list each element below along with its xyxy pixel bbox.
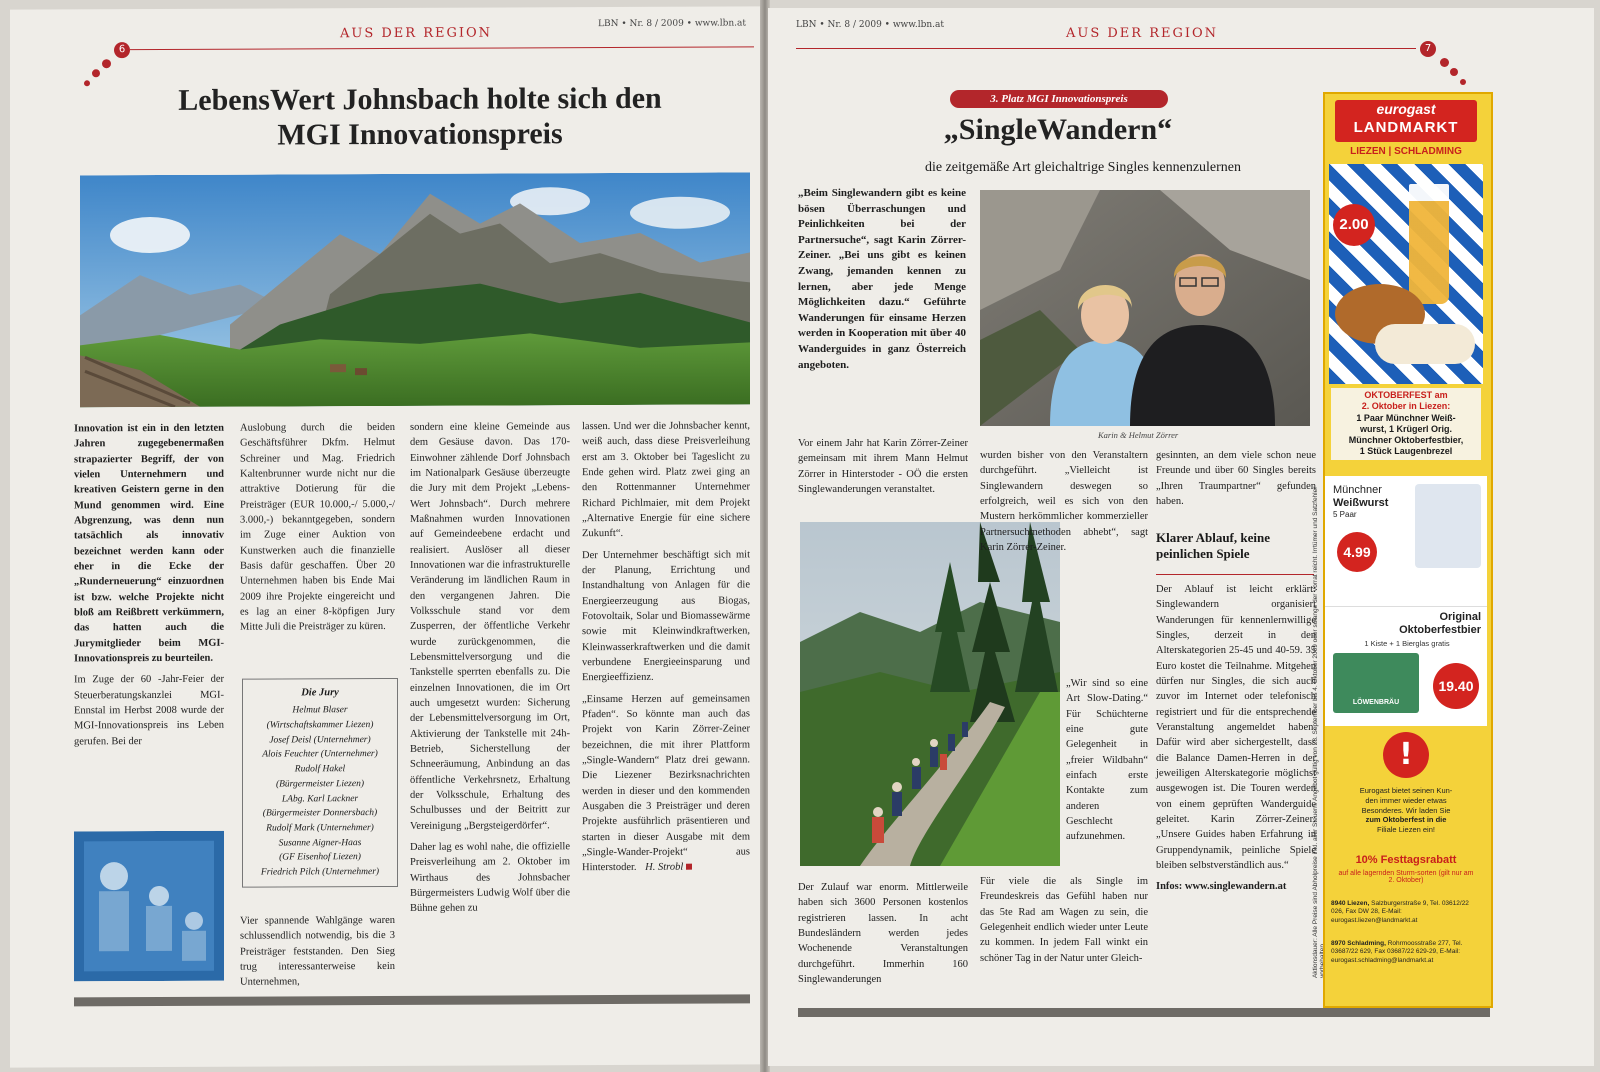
mountain-photo-image: [80, 172, 750, 407]
decor-dot: [1450, 68, 1458, 76]
text-column-2b: [1066, 676, 1148, 851]
header-rule: [796, 48, 1416, 49]
jury-member: (Wirtschaftskammer Liezen): [266, 720, 374, 731]
right-page: [768, 8, 1594, 1066]
offer-line: 1 Paar Münchner Weiß-: [1356, 412, 1456, 423]
exclamation-icon: !: [1383, 732, 1429, 778]
lead-paragraph: Innovation ist ein in den letzten Jahren zugegebenermaßen strapazierter Begriff, der von vielen Unternehmern und kreativen Geistern gerne in den Mund genommen wird. Eine Abgrenzung, was denn nun tatsächlich als innovativ bezeichnet werden kann oder eher in die Ecke der „Runderneuerung“ einzuordnen ist bzw. welche Projekte nicht bloß am Reißbrett verkümmern, das hatten auch die Jurymitglieder beim MGI-Innovationspreis zu beurteilen.: [74, 422, 224, 665]
subhead-rule: [1156, 574, 1314, 575]
jury-member: (Bürgermeister Donnersbach): [262, 808, 378, 819]
invite-text: [1329, 786, 1483, 835]
jury-member: (GF Eisenhof Liezen): [279, 852, 361, 863]
paragraph: „Einsame Herzen auf gemeinsamen Pfaden“. So könnte man auch das Projekt von Karin Zörrer-Zeiner bezeichnen, die mit ihrer Plattform „Single-Wandern“ Platz drei gewann. Die Liezener Bezirksnachrichten werden in dieser und den kommenden Ausgaben die 3 Preisträger und deren Projekte ausführlich präsentieren und starten in dieser Ausgabe mit dem „Single-Wander-Projekt“ aus Hinterstoder.: [582, 692, 750, 874]
award-badge: 3. Platz MGI Innovationspreis: [950, 90, 1168, 108]
text-column-1: [798, 436, 968, 503]
paragraph: Der Ablauf ist leicht erklärt: Singlewandern organisiert Wanderungen für kennenlernwillige Singles, derzeit in den Alterskategorien 25-45 und 40-59. 35 Euro kostet die Teilnahme. Mitgehen dürfen nur Singles, die sich auch zuvor im Internet oder telefonisch registriert und für die entsprechende Veranstaltung angemeldet haben. Dafür wird aber sichergestellt, dass die Balance Damen-Herren in der jeweiligen Alterskategorie möglichst ausgewogen ist. Die Touren werden von einem geprüften Wanderguide geleitet. Karin Zörrer-Zeiner: „Unsere Guides haben Erfahrung in Gruppendynamik, peinliche Spiele bleiben selbstverständlich aus.“: [1156, 584, 1316, 871]
running-head: LBN • Nr. 8 / 2009 • www.lbn.at: [598, 18, 747, 30]
paragraph: gesinnten, an dem viele schon neue Freunde und über 60 Singles bereits „Ihren Traumpartner“ gefunden haben.: [1156, 450, 1316, 507]
price-badge: 2.00: [1333, 204, 1375, 246]
ad-legal-note: Aktionsdauer: Alle Preise sind Abholpreise inkl. aller Steuern. Angebot gültig von 28. September bis 4. Oktober 2009 oder solange der Vorrat reicht. Irrtümer und Satzfehler: [1312, 486, 1319, 978]
item-name: Weißwurst: [1333, 497, 1389, 510]
footer-bar: [798, 1008, 1490, 1017]
footer-bar: [74, 994, 750, 1006]
running-head: LBN • Nr. 8 / 2009 • www.lbn.at: [796, 20, 945, 30]
jury-member: Friedrich Pilch (Unternehmer): [260, 867, 380, 878]
address-title: 8970 Schladming,: [1331, 940, 1386, 947]
offer-line: OKTOBERFEST am: [1364, 390, 1448, 400]
discount-note: auf alle lagernden Sturm-sorten (gilt nur am 2. Oktober): [1338, 870, 1474, 884]
text-column-2: [980, 448, 1148, 561]
text-column-3: [1156, 448, 1316, 515]
invite-line: den immer wieder etwas: [1365, 795, 1447, 805]
offer-line: 1 Stück Laugenbrezel: [1359, 446, 1453, 457]
invite-line: Filiale Liezen ein!: [1377, 825, 1435, 834]
beer-panel: [1325, 606, 1487, 727]
trophy-photo: [74, 831, 224, 982]
weisswurst-panel: [1325, 476, 1487, 606]
decor-dot: [102, 59, 111, 68]
item-name: Münchner: [1333, 484, 1382, 496]
address-liezen: [1331, 900, 1481, 925]
item-name: Oktoberfestbier: [1399, 623, 1481, 636]
jury-member: Susanne Aigner-Haas: [278, 837, 362, 849]
jury-member: (Bürgermeister Liezen): [275, 778, 365, 790]
paragraph: Daher lag es wohl nahe, die offizielle Preisverleihung am 2. Oktober im Wirthaus des Johnsbacher Bürgermeisters Ludwig Wolf über die Bühne gehen zu: [410, 841, 570, 915]
eurogast-ad: [1323, 92, 1493, 1008]
text-column-2c: [980, 874, 1148, 972]
item-name: Original: [1439, 611, 1481, 623]
trophy-image: [74, 831, 224, 982]
paragraph: lassen. Und wer die Johnsbacher kennt, weiß auch, dass diese Preisverleihung erst am 3. Oktober bei Tageslicht zu Ende gehen wird. Platz zwei ging an den Rottenmanner Unternehmer Richard Pichlmaier, mit dem Projekt „Alternative Energie für eine sichere Zukunft“.: [582, 420, 750, 540]
jury-member: Helmut Blaser: [292, 705, 348, 716]
beer-glass-icon: [1409, 184, 1449, 304]
paragraph: Vor einem Jahr hat Karin Zörrer-Zeiner gemeinsam mit ihrem Mann Helmut Zörrer in Hinterstoder - OÖ die ersten Singlewanderungen veranstaltet.: [798, 438, 968, 495]
weisswurst-title: [1333, 484, 1388, 520]
header-rule: [130, 46, 754, 50]
ad-brand2: LANDMARKT: [1353, 119, 1459, 136]
offer-line: 2. Oktober in Liezen:: [1361, 401, 1451, 412]
jury-member: Alois Feuchter (Unternehmer): [262, 749, 378, 760]
lead-column: [798, 186, 966, 379]
beer-crate-icon: LÖWENBRÄU: [1333, 653, 1419, 713]
couple-image: [980, 190, 1310, 426]
jury-member: Rudolf Mark (Unternehmer): [266, 823, 374, 834]
hiking-photo: [800, 522, 1060, 866]
text-column-3b: [1156, 582, 1316, 901]
subhead: Klarer Ablauf, keine peinlichen Spiele: [1156, 530, 1270, 562]
ad-logo: [1335, 100, 1477, 142]
text-column-1b: [798, 880, 968, 993]
paragraph: Für viele die als Single im Freundeskreis das Gefühl haben nur das 5te Rad am Wagen zu sein, die Gelegenheit endlich wieder unter Leute zu kommen. In jedem Fall winkt ein schöner Tag in der Natur unter Gleich-: [980, 876, 1148, 964]
ad-locations: LIEZEN | SCHLADMING: [1350, 146, 1462, 157]
hiking-image: [800, 522, 1060, 866]
headline-line2: MGI Innovationspreis: [277, 117, 563, 152]
decor-dot: [1460, 79, 1466, 85]
discount-title: 10% Festtagsrabatt: [1355, 854, 1457, 866]
price-badge: 4.99: [1337, 532, 1377, 572]
page-number: 7: [1420, 41, 1436, 57]
paragraph: Der Zulauf war enorm. Mittlerweile haben sich 3600 Personen kostenlos registrieren lassen. In acht Bundesländern werden jedes Wochenende Veranstaltungen durchgeführt. Immerhin 160 Singlewanderungen: [798, 882, 968, 985]
paragraph: wurden bisher von den Veranstaltern durchgeführt. „Vielleicht ist Singlewandern deswegen so erfolgreich, weil es sich von den Mustern herkömmlicher kommerzieller Partnersuchmethoden abhebt“, sagt Karin Zörrer-Zeiner.: [980, 450, 1148, 553]
invite-line: Besonderes. Wir laden Sie: [1361, 805, 1451, 815]
paragraph: sondern eine kleine Gemeinde aus dem Gesäuse davon. Das 170-Einwohner zählende Dorf Johnsbach im Nationalpark Gesäuse überzeugte die Jury mit dem Projekt „Lebens-Wert Johnsbach“. Durch mehrere Maßnahmen wurden Innovationen auf Gemeindeebene erdacht und realisiert. Auslöser all dieser Innovationen war die infrastrukturelle Veränderung im ländlichen Raum in den vergangenen Jahren. Die Volksschule stand vor dem Zusperren, der öffentliche Verkehr wurde zurückgenommen, die Lebensmittelversorgung und die Tankstelle sperrten ebenfalls zu. Die einzelnen Innovationen, die im Ort auch umgesetzt wurden: Sicherung der Lebensmittelversorgung im Ort, Aktivierung der Tankstelle mit 24h-Betrieb, Sicherstellung der Schneeräumung, Anbindung an das öffentliche Verkehrsnetz, Erhaltung der Volksschule, Erhaltung des Schulbusses und der Beitritt zur Vereinigung „Bergsteigerdörfer“.: [410, 421, 570, 832]
paragraph: Im Zuge der 60 -Jahr-Feier der Steuerberatungskanzlei MGI-Ennstal im Herbst 2008 wurde der MGI-Innovationspreis ins Leben gerufen. Bei der: [74, 673, 224, 747]
address-title: 8940 Liezen,: [1331, 900, 1370, 907]
sausage-pack-icon: [1415, 484, 1481, 568]
paragraph: „Wir sind so eine Art Slow-Dating.“ Für Schüchterne eine gute Gelegenheit in „freier Wildbahn“ einfach erste Kontakte zum anderen Geschlecht aufzunehmen.: [1066, 678, 1148, 843]
text-column-3: [410, 419, 570, 922]
ad-brand: eurogast: [1376, 101, 1436, 117]
headline: [90, 80, 750, 154]
headline: „SingleWandern“: [943, 113, 1173, 146]
sausage-icon: [1375, 324, 1475, 364]
paragraph: Vier spannende Wahlgänge waren schlussendlich notwendig, bis die 3 Preisträger feststanden. Den Sieg trug interessanterweise kein Unternehmen,: [240, 914, 395, 988]
headline-line1: LebensWert Johnsbach holte sich den: [178, 81, 662, 117]
photo-caption: Karin & Helmut Zörrer: [1098, 430, 1179, 440]
paragraph: Der Unternehmer beschäftigt sich mit der Planung, Errichtung und Instandhaltung von Anlagen für die Energieerzeugung aus Biogas, Fotovoltaik, Solar und Biomassewärme sowie mit Kleinwindkraftwerken, Kleinwasserkraftwerken und die damit verbundene Energieeinsparung und Energieeffizienz.: [582, 549, 750, 684]
couple-photo: [980, 190, 1310, 426]
left-page: [10, 6, 762, 1067]
mountain-photo: [80, 172, 750, 407]
invite-line: zum Oktoberfest in die: [1365, 815, 1447, 825]
jury-member: Rudolf Hakel: [294, 764, 346, 775]
address-text: Salzburgerstraße 9, Tel. 03612/22 026, Fax DW 28, E-Mail: eurogast.liezen@landmarkt.at: [1331, 900, 1469, 924]
offer-line: wurst, 1 Krügerl Orig.: [1359, 423, 1453, 434]
address-schladming: [1331, 940, 1481, 965]
offer-line: Münchner Oktoberfestbier,: [1348, 435, 1464, 445]
section-label: AUS DER REGION: [340, 25, 493, 42]
address-text: Rohrmoosstraße 277, Tel. 03687/22 629, Fax 03687/22 629-29, E-Mail: eurogast.schladming@landmarkt.at: [1331, 940, 1463, 964]
jury-member: Josef Deisl (Unternehmer): [269, 734, 371, 746]
beer-title: [1399, 611, 1481, 636]
section-label: AUS DER REGION: [1066, 26, 1219, 41]
page-number: 6: [114, 42, 130, 58]
jury-member: LAbg. Karl Lackner: [281, 793, 359, 805]
jury-title: Die Jury: [301, 687, 339, 699]
item-qty: 1 Kiste + 1 Bierglas gratis: [1364, 639, 1450, 648]
oktoberfest-offer: [1331, 388, 1481, 460]
text-column-1: [74, 421, 224, 756]
text-column-2: [240, 420, 395, 641]
invite-line: Eurogast bietet seinen Kun-: [1359, 786, 1453, 795]
infos-link: Infos: www.singlewandern.at: [1156, 881, 1287, 893]
lead-paragraph: „Beim Singlewandern gibt es keine bösen Überraschungen und Peinlichkeiten bei der Partnersuche“, sagt Karin Zörrer-Zeiner. „Bei uns gibt es keinen Zwang, jemanden kennen zu lernen, aber jede Menge Möglichkeiten dazu.“ Geführte Wanderungen für einsame Herzen werden in Kooperation mit über 40 Wanderguides in ganz Österreich angeboten.: [798, 187, 966, 371]
decor-dot: [1440, 58, 1449, 67]
jury-box: [242, 678, 398, 888]
subheadline: die zeitgemäße Art gleichaltrige Singles kennenzulernen: [924, 160, 1242, 175]
item-qty: 5 Paar: [1333, 510, 1357, 520]
author: H. Strobl: [645, 861, 684, 874]
ad-lower: [1325, 726, 1487, 998]
text-column-2b: [240, 913, 395, 996]
decor-dot: [92, 69, 100, 77]
text-column-4: [582, 418, 750, 881]
end-mark: [686, 864, 692, 870]
price-badge: 19.40: [1433, 663, 1479, 709]
paragraph: Auslobung durch die beiden Geschäftsführer Dkfm. Helmut Schreiner und Mag. Friedrich Kaltenbrunner wurde nicht nur die attraktive Dotierung für die Preisträger (EUR 10.000,-/ 5.000,-/ 3.000,-) bekanntgegeben, sondern im Zuge einer Auktion von Kunstwerken auch die finanzielle Basis dafür geschaffen. Über 20 Unternehmen haben bis Ende Mai 2009 ihre Projekte eingereicht und es lag an einer 8-köpfigen Jury Mitte Juli die Preisträger zu küren.: [240, 421, 395, 633]
